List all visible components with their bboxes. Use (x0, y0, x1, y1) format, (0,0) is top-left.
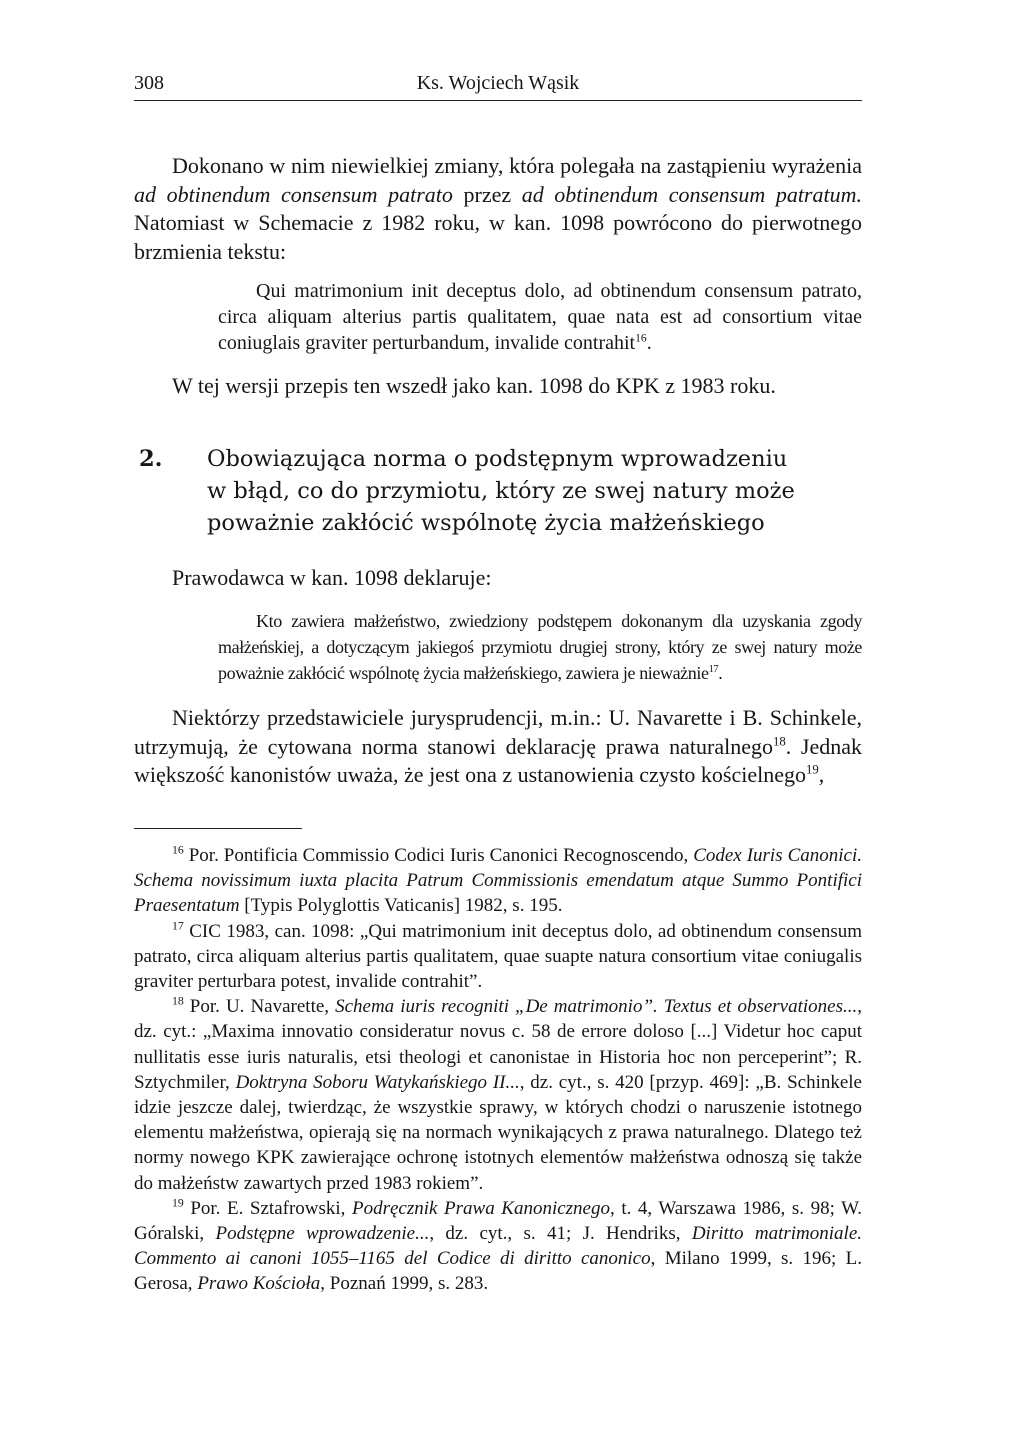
section-heading (139, 443, 863, 539)
footnotes (134, 843, 862, 1297)
footnote-number: 16 (172, 843, 184, 857)
paragraph-2: W tej wersji przepis ten wszedł jako kan. 1098 do KPK z 1983 roku. (172, 373, 776, 398)
footnote-ref-17[interactable]: 17 (708, 664, 719, 675)
page-number: 308 (134, 72, 164, 94)
footnote-ref-19[interactable]: 19 (806, 762, 819, 777)
footnote-number: 18 (172, 994, 184, 1008)
footnote-number: 19 (172, 1196, 184, 1210)
paragraph-4: Niektórzy przedstawiciele jurysprudencji, m.in.: U. Navarette i B. Schinkele, utrzymują, że cytowana norma stanowi deklarację prawa naturalnego$^{18}$. Jednak większość kanonistów uważa, że jest ona z ustanowienia czysto kościelnego$^{19}$, (134, 705, 863, 787)
paragraph-1: Dokonano w nim niewielkiej zmiany, która polegała na zastąpieniu wyrażenia ad obtinendum consensum patrato przez ad obtinendum consensum patratum. Natomiast w Schemacie z 1982 roku, w kan. 1098 powrócono do pierwotnego brzmienia tekstu: (134, 153, 862, 264)
heading-line-3: poważnie zakłócić wspólnotę życia małżeńskiego (207, 510, 765, 536)
footnote-divider (134, 828, 302, 829)
footnote-19: $^{19}$ Por. E. Sztafrowski, Podręcznik Prawa Kanonicznego, t. 4, Warszawa 1986, s. 98; W. Góralski, Podstępne wprowadzenie..., dz. cyt., s. 41; J. Hendriks, Diritto matrimoniale. Commento ai canoni 1055–1165 del Codice di diritto canonico, Milano 1999, s. 196; L. Gerosa, Prawo Kościoła, Poznań 1999, s. 283. (134, 1196, 863, 1295)
footnote-16: $^{16}$ Por. Pontificia Commissio Codici Iuris Canonici Recognoscendo, Codex Iuris Canonici. Schema novissimum iuxta placita Patrum Commissionis emendatum atque Summo Pontifici Praesentatum [Typis Polyglottis Vaticanis] 1982, s. 195. (134, 843, 862, 917)
page-header (134, 70, 862, 101)
latin-phrase: ad obtinendum consensum patratum. (521, 181, 862, 207)
section-number: 2. (139, 446, 163, 472)
latin-phrase: ad obtinendum consensum patrato (134, 181, 453, 207)
footnote-18: $^{18}$ Por. U. Navarette, Schema iuris recogniti „De matrimonio”. Textus et observationes..., dz. cyt.: „Maxima innovatio consideratur novus c. 58 de errore doloso [...] Videtur hoc caput nullitatis esse iuris naturalis, etsi theologi et canonistae in Historia hoc non perceperint”; R. Sztychmiler, Doktryna Soboru Watykańskiego II..., dz. cyt., s. 420 [przyp. 469]: „B. Schinkele idzie jeszcze dalej, twierdząc, że wszystkie sprawy, w których chodzi o naruszenie istotnego elementu małżeństwa, opierają się na normach wynikających z prawa naturalnego. Dlatego też normy nowego KPK zawierające ochronę istotnych elementów małżeństwa odnoszą się także do małżeństw zawartych przed 1983 rokiem”. (134, 994, 862, 1194)
footnote-17: $^{17}$ CIC 1983, can. 1098: „Qui matrimonium init deceptus dolo, ad obtinendum consensum patrato, circa aliquam alterius partis qualitatem, quae suapte natura consortium vitae coniugalis graviter perturbara potest, invalide contrahit”. (134, 919, 862, 993)
footnote-number: 17 (172, 919, 184, 933)
heading-line-1: Obowiązująca norma o podstępnym wprowadzeniu (207, 446, 788, 472)
footnote-ref-16[interactable]: 16 (635, 331, 647, 345)
heading-line-2: w błąd, co do przymiotu, który ze swej natury może (207, 478, 795, 504)
running-title: Ks. Wojciech Wąsik (416, 72, 580, 94)
footnote-ref-18[interactable]: 18 (772, 734, 786, 749)
block-quote-2: Kto zawiera małżeństwo, zwiedziony podstępem dokonanym dla uzyskania zgody małżeńskiej, a dotyczącym jakiegoś przymiotu drugiej strony, który ze swej natury może poważnie zakłócić wspólnotę życia małżeńskiego, zawiera je nieważnie$^{17}$. (218, 611, 862, 683)
paragraph-3: Prawodawca w kan. 1098 deklaruje: (172, 565, 492, 590)
block-quote-1: Qui matrimonium init deceptus dolo, ad obtinendum consensum patrato, circa aliquam alterius partis qualitatem, quae nata est ad consortium vitae coniuglais graviter perturbandum, invalide contrahit$^{16}$. (218, 280, 862, 354)
